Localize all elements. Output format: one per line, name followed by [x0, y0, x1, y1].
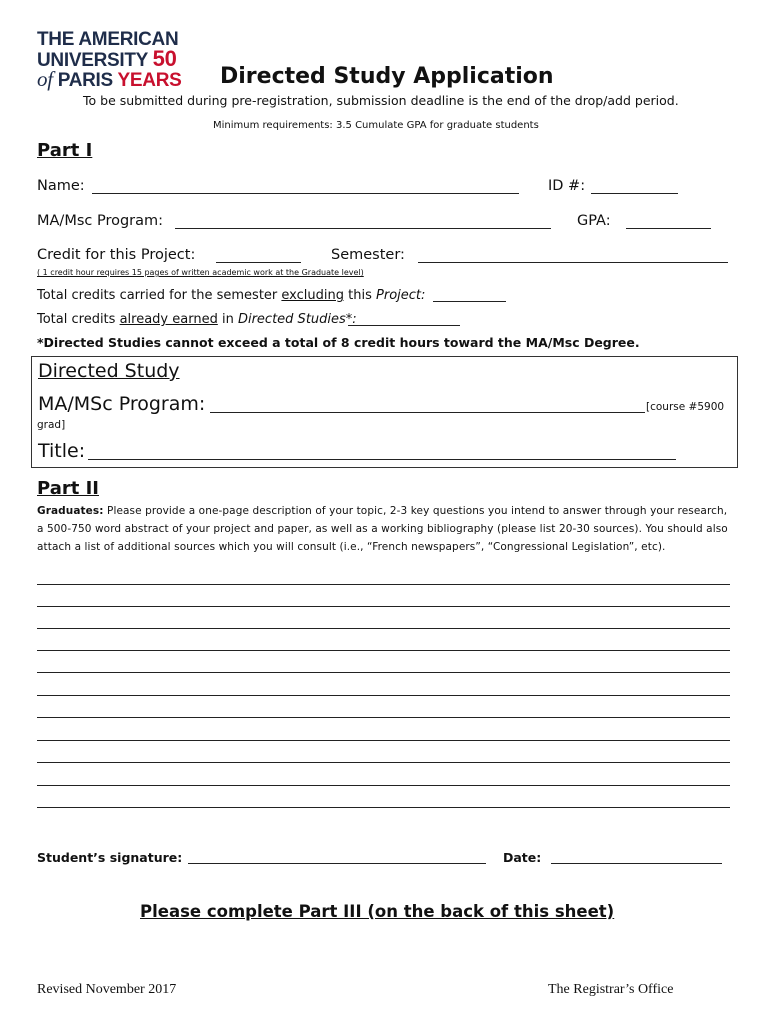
part3-note: Please complete Part III (on the back of this sheet): [140, 902, 615, 921]
credit-label: Credit for this Project:: [37, 247, 196, 263]
total-earned-field[interactable]: [348, 325, 460, 326]
semester-label: Semester:: [331, 247, 405, 263]
signature-label: Student’s signature:: [37, 850, 183, 865]
in-text: in: [221, 312, 234, 327]
writing-line[interactable]: [37, 650, 730, 651]
already-earned-text: already earned: [119, 312, 218, 327]
total-semester-text: Total credits carried for the semester: [37, 288, 278, 303]
semester-field[interactable]: [418, 262, 728, 263]
part2-instructions: [37, 502, 737, 556]
gpa-label: GPA:: [577, 213, 611, 229]
part2-heading: Part II: [37, 478, 99, 499]
credit-field[interactable]: [216, 262, 301, 263]
writing-line[interactable]: [37, 785, 730, 786]
credit-limit-warning: *Directed Studies cannot exceed a total of 8 credit hours toward the MA/Msc Degree.: [37, 335, 640, 350]
revision-date: Revised November 2017: [37, 982, 177, 997]
writing-line[interactable]: [37, 717, 730, 718]
credit-note: ( 1 credit hour requires 15 pages of written academic work at the Graduate level): [37, 268, 364, 277]
directed-study-heading: Directed Study: [38, 360, 180, 382]
logo-university: UNIVERSITY: [37, 50, 148, 71]
writing-line[interactable]: [37, 762, 730, 763]
writing-line[interactable]: [37, 807, 730, 808]
logo-years: YEARS: [117, 70, 182, 91]
logo-american: AMERICAN: [78, 29, 179, 50]
university-logo: [37, 30, 182, 90]
submission-note: To be submitted during pre-registration, submission deadline is the end of the drop/add period.: [83, 93, 679, 108]
name-field[interactable]: [92, 193, 519, 194]
program-label: MA/Msc Program:: [37, 213, 164, 229]
box-program-field[interactable]: [210, 412, 645, 413]
writing-line[interactable]: [37, 606, 730, 607]
part1-heading: Part I: [37, 140, 93, 161]
date-label: Date:: [503, 850, 542, 865]
writing-line[interactable]: [37, 628, 730, 629]
logo-the: THE: [37, 29, 75, 50]
writing-line[interactable]: [37, 584, 730, 585]
logo-paris: PARIS: [57, 70, 113, 91]
name-label: Name:: [37, 178, 85, 194]
writing-line[interactable]: [37, 695, 730, 696]
signature-field[interactable]: [188, 863, 486, 864]
minimum-requirements: Minimum requirements: 3.5 Cumulate GPA for graduate students: [213, 120, 539, 131]
project-text: Project:: [376, 288, 426, 303]
total-earned-text: Total credits: [37, 312, 116, 327]
total-semester-label: [37, 288, 425, 303]
course-note: [course #5900: [646, 401, 725, 413]
excluding-text: excluding: [281, 288, 344, 303]
logo-of: of: [37, 67, 53, 91]
page-title: Directed Study Application: [220, 64, 554, 89]
gpa-field[interactable]: [626, 228, 711, 229]
writing-line[interactable]: [37, 740, 730, 741]
box-program-label: MA/MSc Program:: [38, 393, 206, 415]
graduates-label: Graduates:: [37, 505, 104, 517]
date-field[interactable]: [551, 863, 722, 864]
total-earned-label: [37, 312, 357, 327]
part2-text: Please provide a one-page description of your topic, 2-3 key questions you intend to answer through your research, a 500-750 word abstract of your project and paper, as well as a working bibliography (please list 20-30 sources). You should also attach a list of additional sources which you will consult (i.e., “French newspapers”, “Congressional Legislation”, etc).: [37, 505, 728, 553]
id-label: ID #:: [548, 178, 586, 194]
registrar-office: The Registrar’s Office: [548, 982, 674, 997]
directed-studies-text: Directed Studies*:: [237, 312, 357, 327]
total-semester-field[interactable]: [433, 301, 506, 302]
box-title-label: Title:: [38, 440, 86, 462]
box-title-field[interactable]: [88, 459, 676, 460]
logo-fifty: 50: [152, 46, 177, 71]
this-text: this: [348, 288, 372, 303]
course-note-cont: grad]: [37, 419, 66, 431]
writing-line[interactable]: [37, 672, 730, 673]
program-field[interactable]: [175, 228, 551, 229]
id-field[interactable]: [591, 193, 678, 194]
